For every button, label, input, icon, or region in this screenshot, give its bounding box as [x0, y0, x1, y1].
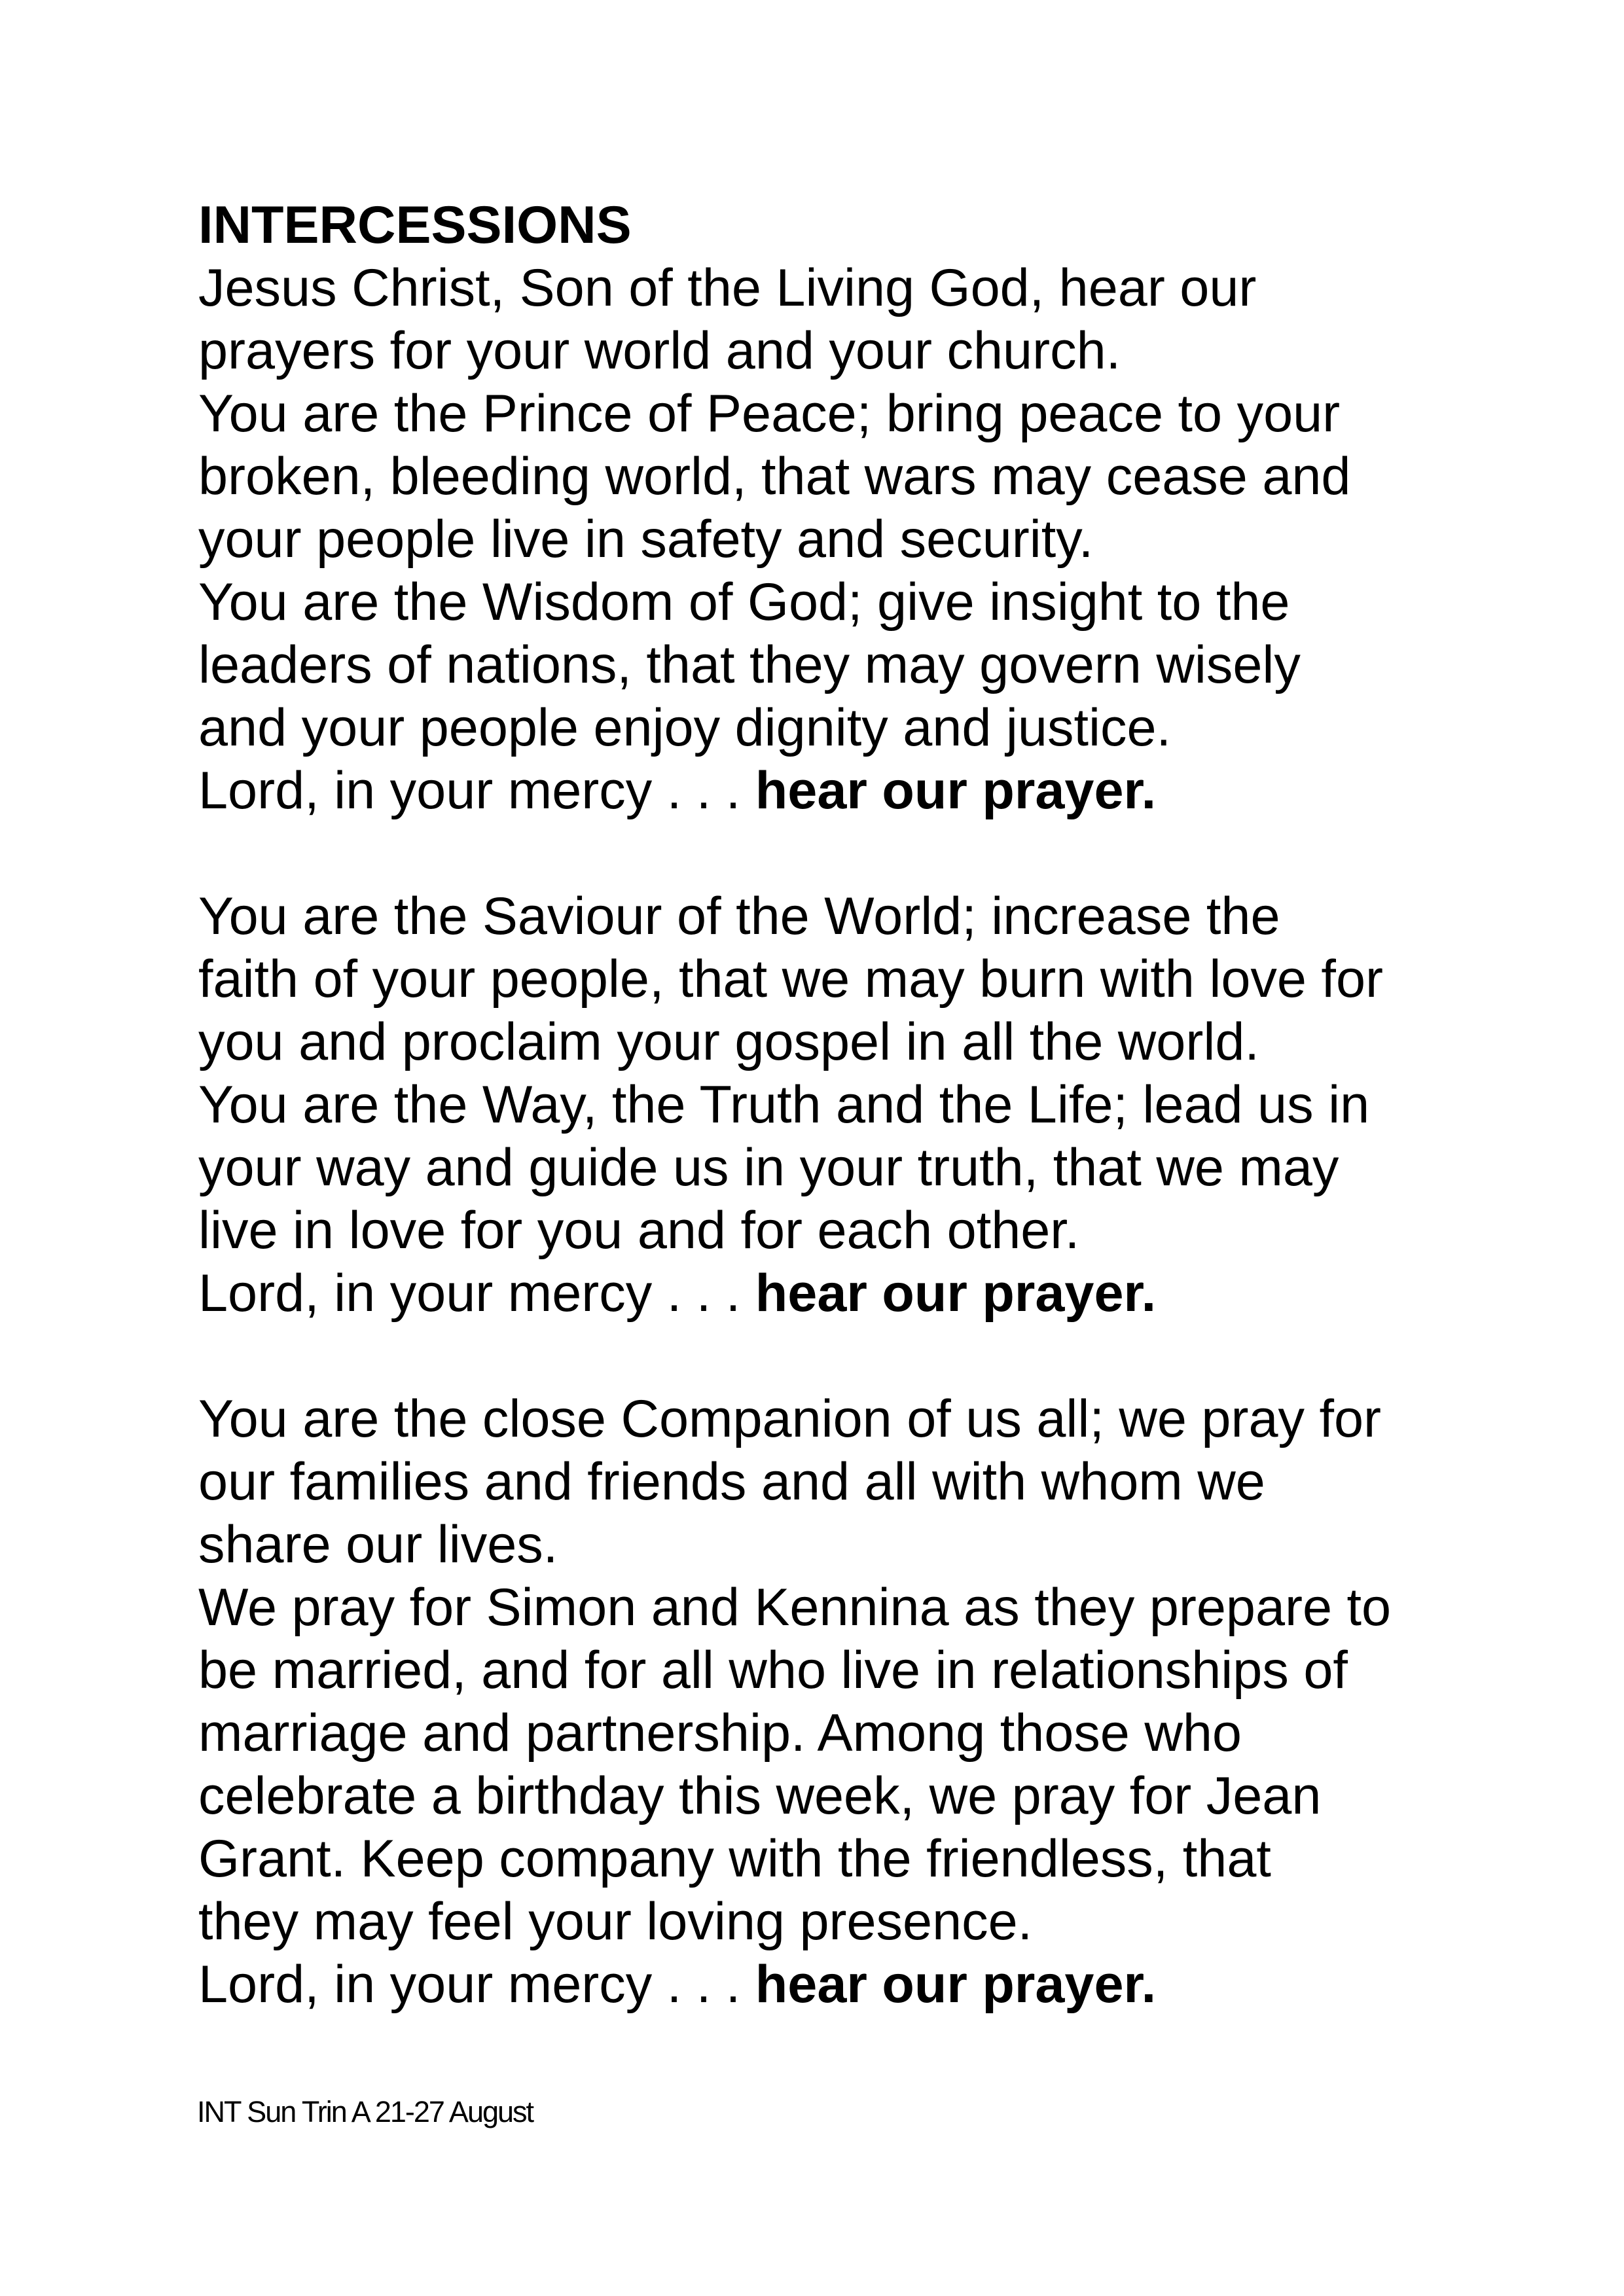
prayer-line: our families and friends and all with whom we: [198, 1452, 1265, 1511]
prayer-line: they may feel your loving presence.: [198, 1892, 1033, 1951]
prayer-line: broken, bleeding world, that wars may cease and: [198, 447, 1351, 506]
prayer-line: You are the Wisdom of God; give insight to the: [198, 573, 1290, 632]
response-call: Lord, in your mercy . . .: [198, 1264, 741, 1323]
response-answer: hear our prayer.: [755, 1955, 1157, 2014]
prayer-line: You are the Prince of Peace; bring peace to your: [198, 384, 1341, 443]
prayer-line: and your people enjoy dignity and justice.: [198, 698, 1172, 757]
prayer-line: share our lives.: [198, 1515, 558, 1574]
paragraph-gap: [198, 1325, 1507, 1388]
section-heading: INTERCESSIONS: [198, 196, 632, 255]
prayer-line: celebrate a birthday this week, we pray for Jean: [198, 1767, 1322, 1825]
page-footer: INT Sun Trin A 21-27 August: [197, 2095, 533, 2128]
prayer-response: [198, 1262, 1507, 1325]
prayer-block-1: [198, 257, 1507, 822]
prayer-line: faith of your people, that we may burn with love for: [198, 950, 1383, 1009]
paragraph-gap: [198, 822, 1507, 885]
prayer-line: live in love for you and for each other.: [198, 1201, 1080, 1260]
prayer-block-3: [198, 1388, 1507, 2016]
response-answer: hear our prayer.: [755, 761, 1157, 820]
intercessions-text: [198, 194, 1507, 2016]
prayer-line: Grant. Keep company with the friendless, that: [198, 1829, 1271, 1888]
prayer-line: be married, and for all who live in relationships of: [198, 1641, 1348, 1700]
prayer-response: [198, 1953, 1507, 2016]
response-answer: hear our prayer.: [755, 1264, 1157, 1323]
prayer-line: We pray for Simon and Kennina as they prepare to: [198, 1578, 1392, 1637]
prayer-line: You are the close Companion of us all; we pray for: [198, 1390, 1382, 1448]
prayer-line: marriage and partnership. Among those who: [198, 1704, 1242, 1763]
prayer-line: your people live in safety and security.: [198, 510, 1094, 569]
prayer-line: You are the Saviour of the World; increase the: [198, 887, 1280, 946]
prayer-line: You are the Way, the Truth and the Life; lead us in: [198, 1075, 1370, 1134]
prayer-line: prayers for your world and your church.: [198, 321, 1121, 380]
prayer-line: you and proclaim your gospel in all the world.: [198, 1013, 1259, 1071]
prayer-response: [198, 759, 1507, 822]
response-call: Lord, in your mercy . . .: [198, 1955, 741, 2014]
prayer-line: your way and guide us in your truth, that we may: [198, 1138, 1339, 1197]
prayer-line: Jesus Christ, Son of the Living God, hear our: [198, 259, 1257, 317]
prayer-block-2: [198, 885, 1507, 1325]
response-call: Lord, in your mercy . . .: [198, 761, 741, 820]
prayer-line: leaders of nations, that they may govern wisely: [198, 636, 1301, 694]
